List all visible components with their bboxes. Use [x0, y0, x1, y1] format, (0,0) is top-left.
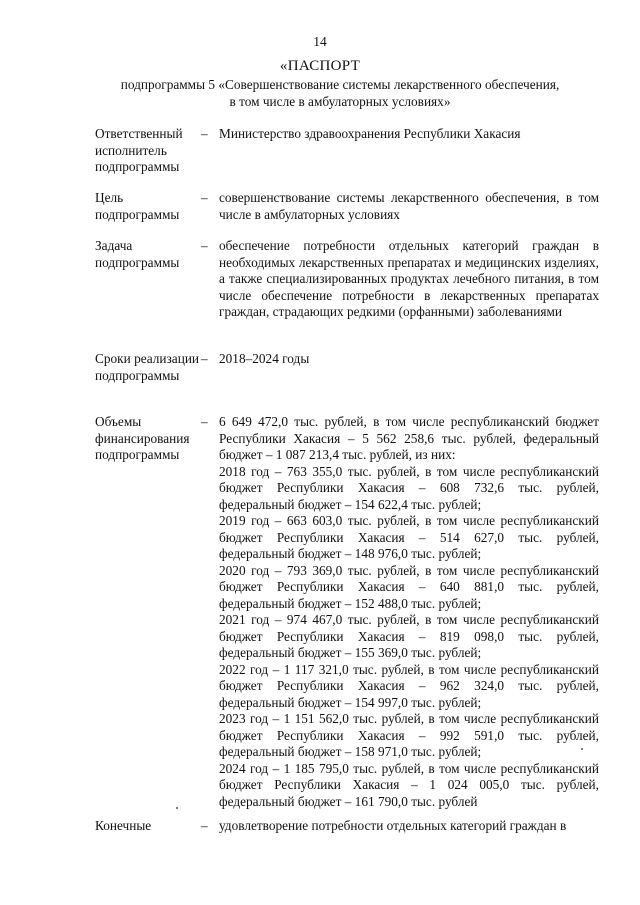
- row-dash: –: [201, 238, 208, 253]
- row-value-paragraph: 2018–2024 годы: [219, 351, 310, 366]
- row-value-paragraph: совершенствование системы лекарственного обеспечения, в том числе в амбулаторных условиях: [219, 190, 599, 222]
- row-value: [219, 351, 599, 368]
- row-value-paragraph: 2020 год – 793 369,0 тыс. рублей, в том числе республиканский бюджет Республики Хакасия – 640 881,0 тыс. рублей, федеральный бюджет – 152 488,0 тыс. рублей;: [219, 562, 599, 611]
- row-value-paragraph: 2022 год – 1 117 321,0 тыс. рублей, в том числе республиканский бюджет Республики Хакасия – 962 324,0 тыс. рублей, федеральный бюджет – 154 997,0 тыс. рублей;: [219, 661, 599, 710]
- row-dash: –: [201, 126, 208, 141]
- row-label: Ответственный исполнитель подпрограммы: [95, 126, 183, 174]
- row-value-paragraph: удовлетворение потребности отдельных категорий граждан в: [219, 818, 567, 833]
- row-value: [219, 126, 599, 143]
- row-value-paragraph: 2019 год – 663 603,0 тыс. рублей, в том числе республиканский бюджет Республики Хакасия – 514 627,0 тыс. рублей, федеральный бюджет – 148 976,0 тыс. рублей;: [219, 513, 599, 561]
- scan-speck: [581, 748, 583, 750]
- row-value-paragraph: 2023 год – 1 151 562,0 тыс. рублей, в том числе республиканский бюджет Республики Хакасия – 992 591,0 тыс. рублей, федеральный бюджет – 158 971,0 тыс. рублей;: [219, 711, 599, 759]
- row-label: Задача подпрограммы: [95, 238, 180, 270]
- scan-speck: [176, 807, 178, 809]
- row-value: [219, 190, 599, 223]
- row-value-paragraph: 2024 год – 1 185 795,0 тыс. рублей, в том числе республиканский бюджет Республики Хакасия – 1 024 005,0 тыс. рублей, федеральный бюджет – 161 790,0 тыс. рублей: [219, 760, 599, 809]
- row-value-paragraph: Министерство здравоохранения Республики Хакасия: [219, 126, 521, 141]
- row-dash: –: [201, 190, 208, 205]
- row-value: [219, 414, 599, 810]
- document-subtitle: подпрограммы 5 «Совершенствование системы лекарственного обеспечения, в том числе в амбулаторных условиях»: [120, 77, 560, 109]
- row-label: Цель подпрограммы: [95, 190, 180, 222]
- row-value-paragraph: 2018 год – 763 355,0 тыс. рублей, в том числе республиканский бюджет Республики Хакасия – 608 732,6 тыс. рублей, федеральный бюджет – 154 622,4 тыс. рублей;: [219, 463, 599, 512]
- page-number: 14: [313, 34, 327, 49]
- row-value: [219, 238, 599, 321]
- row-dash: –: [201, 818, 208, 833]
- row-label: Объемы финансирования подпрограммы: [95, 414, 190, 462]
- row-value-paragraph: 2021 год – 974 467,0 тыс. рублей, в том числе республиканский бюджет Республики Хакасия – 819 098,0 тыс. рублей, федеральный бюджет – 155 369,0 тыс. рублей;: [219, 612, 599, 660]
- row-value-paragraph: 6 649 472,0 тыс. рублей, в том числе республиканский бюджет Республики Хакасия – 5 562 258,6 тыс. рублей, федеральный бюджет – 1 087 213,4 тыс. рублей, из них:: [219, 414, 599, 462]
- row-dash: –: [201, 414, 208, 429]
- row-label: Сроки реализации подпрограммы: [95, 351, 200, 383]
- row-dash: –: [201, 351, 208, 366]
- row-value: [219, 818, 599, 835]
- document-title: «ПАСПОРТ: [279, 58, 361, 74]
- row-label: Конечные: [95, 818, 152, 833]
- row-value-paragraph: обеспечение потребности отдельных категорий граждан в необходимых лекарственных препаратах и медицинских изделиях, а также специализированных продуктах лечебного питания, в том числе обеспечение потребности в лекарственных препаратах граждан, страдающих редкими (орфанными) заболеваниями: [219, 238, 599, 319]
